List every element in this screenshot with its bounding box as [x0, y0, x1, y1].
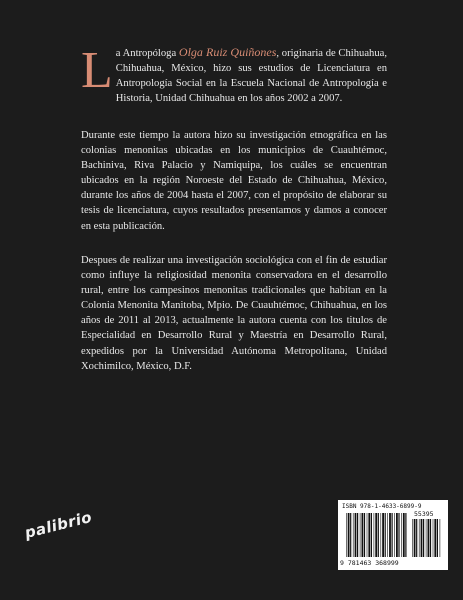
credentials-paragraph: Despues de realizar una investigación sociológica con el fin de estudiar como influye la religiosidad menonita conservadora en el desarrollo rural, entre los campesinos menonitas tradicionales que habitan en la Colonia Menonita Manitoba, Mpio. De Cuauhtémoc, Chihuahua, en los años de 2011 al 2013, actualmente la autora cuenta con los titulos de Especialidad en Desarrollo Rural y Maestría en Desarrollo Rural, expedidos por la Universidad Autónoma Metropolitana, Unidad Xochimilco, México, D.F.	[81, 255, 387, 372]
drop-cap: L	[81, 42, 113, 99]
isbn-barcode	[338, 500, 448, 570]
bio-lead-text: a Antropóloga	[115, 48, 179, 59]
bio-rest-text: , originaria de Chihuahua, Chihuahua, México, hizo sus estudios de Licenciatura en Antropología Social en la Escuela Nacional de Antropología e Historia, Unidad Chihuahua en los años 2002 a 2007.	[115, 48, 387, 105]
addon-bars	[412, 519, 442, 557]
ean-bars	[346, 513, 408, 557]
ean-digits: 9 781463 368999	[340, 559, 399, 567]
isbn-text: ISBN 978-1-4633-6899-9	[342, 503, 422, 510]
price-code: 55395	[414, 510, 434, 518]
publisher-logo: palibrio	[22, 507, 94, 543]
author-bio-paragraph	[81, 42, 387, 106]
author-name: Olga Ruiz Quiñones	[178, 45, 277, 59]
research-paragraph: Durante este tiempo la autora hizo su investigación etnográfica en las colonias menonitas ubicadas en los municipios de Cuauhtémoc, Bachiniva, Riva Palacio y Namiquipa, los cuáles se encuentran ubicados en la región Noroeste del Estado de Chihuahua, México, durante los años de 2004 hasta el 2007, con el propósito de elaborar su tesis de licenciatura, cuyos resultados presentamos y damos a conocer en esta publicación.	[81, 130, 387, 232]
